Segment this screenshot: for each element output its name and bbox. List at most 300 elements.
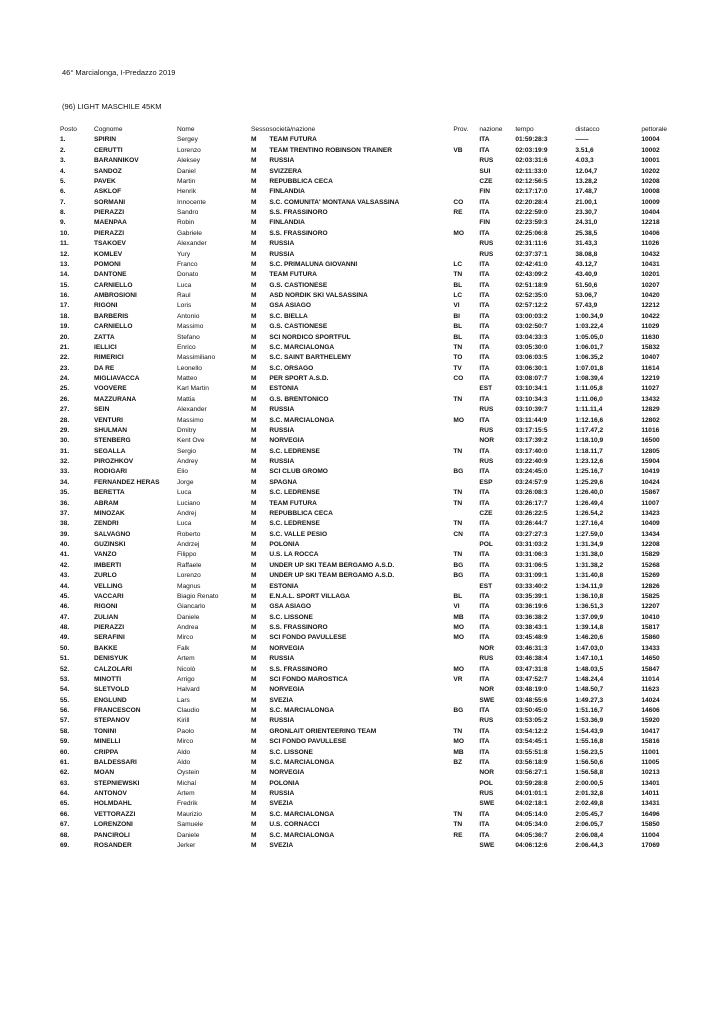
cell-posto: 47. xyxy=(60,613,70,621)
cell-distacco: 1:03.22,4 xyxy=(575,323,604,331)
cell-sesso: M xyxy=(251,779,257,787)
cell-nome: Aldo xyxy=(177,748,191,756)
cell-cognome: MOAN xyxy=(94,769,115,777)
cell-posto: 20. xyxy=(60,333,70,341)
cell-distacco: 1:07.01,8 xyxy=(575,364,604,372)
cell-prov xyxy=(453,779,479,789)
cell-distacco: 2:06.05,7 xyxy=(575,821,604,829)
cell-nome: Oystein xyxy=(177,769,200,777)
cell-nazione: ITA xyxy=(479,447,490,455)
cell-societa: SVEZIA xyxy=(269,800,294,808)
cell-prov: BL xyxy=(453,333,463,341)
cell-societa: SCI CLUB GROMO xyxy=(269,468,328,476)
cell-sesso: M xyxy=(251,727,257,735)
cell-pettorale: 10431 xyxy=(641,260,660,268)
table-row xyxy=(60,146,686,156)
cell-posto: 28. xyxy=(60,416,70,424)
cell-cognome: VETTORAZZI xyxy=(94,810,136,818)
cell-distacco: 2:05.45,7 xyxy=(575,810,604,818)
table-row xyxy=(60,509,686,519)
cell-sesso: M xyxy=(251,354,257,362)
cell-posto: 69. xyxy=(60,841,70,849)
cell-tempo: 02:23:59:3 xyxy=(515,219,548,227)
cell-sesso: M xyxy=(251,395,257,403)
table-row xyxy=(60,696,686,706)
cell-distacco: 2:06.08,4 xyxy=(575,831,604,839)
cell-prov: MO xyxy=(453,624,464,631)
cell-prov: RE xyxy=(453,209,463,216)
cell-distacco: 51.50,6 xyxy=(575,281,598,289)
cell-cognome: VENTURI xyxy=(94,416,123,424)
cell-sesso: M xyxy=(251,260,257,268)
cell-sesso: M xyxy=(251,157,257,165)
table-row xyxy=(60,384,686,394)
cell-pettorale: 12802 xyxy=(641,416,660,424)
cell-cognome: ANTONOV xyxy=(94,790,127,797)
cell-prov: BG xyxy=(453,707,464,714)
header-row xyxy=(60,125,686,135)
cell-sesso: M xyxy=(251,188,257,196)
cell-societa: SCI FONDO MAROSTICA xyxy=(269,675,348,683)
cell-tempo: 03:47:31:8 xyxy=(515,665,548,673)
cell-posto: 34. xyxy=(60,478,70,486)
table-row xyxy=(60,239,686,249)
cell-nazione: POL xyxy=(479,779,493,787)
cell-distacco: 43.12,7 xyxy=(575,260,598,268)
table-row xyxy=(60,198,686,208)
cell-prov: VI xyxy=(453,302,460,310)
cell-sesso: M xyxy=(251,229,257,237)
cell-tempo: 01:59:28:3 xyxy=(515,136,548,144)
cell-societa: S.C. LEDRENSE xyxy=(269,489,320,497)
table-row xyxy=(60,187,686,197)
cell-nome: Leonello xyxy=(177,364,202,372)
table-row xyxy=(60,758,686,768)
cell-sesso: M xyxy=(251,758,257,766)
cell-tempo: 03:26:44:7 xyxy=(515,520,548,528)
cell-distacco: 1:18.11,7 xyxy=(575,447,603,455)
cell-distacco: 1:08.39,4 xyxy=(575,375,604,382)
cell-pettorale: 12826 xyxy=(641,582,660,590)
cell-tempo: 03:22:40:9 xyxy=(515,458,548,465)
cell-posto: 49. xyxy=(60,634,70,642)
cell-nome: Sergio xyxy=(177,447,197,455)
cell-sesso: M xyxy=(251,426,257,434)
table-row xyxy=(60,436,686,446)
cell-posto: 50. xyxy=(60,644,70,652)
cell-sesso: M xyxy=(251,831,257,839)
cell-tempo: 04:05:36:7 xyxy=(515,831,548,839)
cell-prov: TV xyxy=(453,364,462,372)
cell-tempo: 03:46:31:3 xyxy=(515,644,548,652)
cell-prov xyxy=(453,799,479,809)
cell-nome: Daniel xyxy=(177,167,196,175)
cell-nome: Sergey xyxy=(177,136,198,144)
cell-cognome: ROSANDER xyxy=(94,841,132,849)
cell-sesso: M xyxy=(251,406,257,414)
cell-posto: 25. xyxy=(60,385,70,393)
cell-nazione: ITA xyxy=(479,260,490,268)
cell-sesso: M xyxy=(251,707,257,714)
results-table xyxy=(60,125,686,851)
cell-distacco: 1:47.10,1 xyxy=(575,655,604,663)
cell-posto: 16. xyxy=(60,292,70,299)
cell-sesso: M xyxy=(251,624,257,631)
cell-distacco: 1:56.50,6 xyxy=(575,758,604,766)
cell-tempo: 03:06:30:1 xyxy=(515,364,548,372)
cell-nazione: SWE xyxy=(479,841,495,849)
table-row xyxy=(60,716,686,726)
cell-nome: Kent Ove xyxy=(177,437,205,445)
cell-nazione: POL xyxy=(479,541,493,548)
cell-nome: Matteo xyxy=(177,375,198,382)
cell-distacco: 1:56.23,5 xyxy=(575,748,604,756)
cell-sesso: M xyxy=(251,364,257,372)
cell-prov xyxy=(453,250,479,260)
cell-sesso: M xyxy=(251,561,257,569)
cell-cognome: RODIGARI xyxy=(94,468,127,476)
cell-tempo: 03:10:34:1 xyxy=(515,385,548,393)
cell-pettorale: 15817 xyxy=(641,624,660,631)
cell-posto: 33. xyxy=(60,468,70,476)
cell-cognome: BARANNIKOV xyxy=(94,157,139,165)
cell-tempo: 03:24:45:0 xyxy=(515,468,548,476)
cell-tempo: 02:42:41:0 xyxy=(515,260,548,268)
cell-prov: TN xyxy=(453,489,463,497)
cell-societa: NORVEGIA xyxy=(269,644,305,652)
table-row xyxy=(60,229,686,239)
cell-sesso: M xyxy=(251,841,257,849)
cell-tempo: 03:54:45:1 xyxy=(515,738,548,746)
cell-tempo: 03:27:27:3 xyxy=(515,530,548,538)
cell-societa: ESTONIA xyxy=(269,385,299,393)
cell-distacco: 1:06.01,7 xyxy=(575,343,604,351)
cell-posto: 42. xyxy=(60,561,70,569)
cell-prov: MO xyxy=(453,665,464,673)
cell-cognome: SEGALLA xyxy=(94,447,126,455)
table-row xyxy=(60,685,686,695)
cell-nazione: NOR xyxy=(479,437,494,445)
cell-posto: 48. xyxy=(60,624,70,631)
cell-pettorale: 14024 xyxy=(641,696,660,704)
cell-societa: S.C. LEDRENSE xyxy=(269,447,320,455)
cell-distacco: 1:51.16,7 xyxy=(575,707,604,714)
table-row xyxy=(60,675,686,685)
cell-tempo: 03:17:40:0 xyxy=(515,447,548,455)
cell-nazione: RUS xyxy=(479,157,494,165)
cell-sesso: M xyxy=(251,323,257,331)
cell-prov xyxy=(453,436,479,446)
cell-posto: 51. xyxy=(60,655,70,663)
cell-cognome: ZURLO xyxy=(94,572,117,580)
cell-tempo: 02:37:37:1 xyxy=(515,250,548,258)
cell-posto: 2. xyxy=(60,146,66,154)
cell-nazione: ITA xyxy=(479,281,490,289)
column-header-distacco: distacco xyxy=(575,126,600,133)
cell-posto: 5. xyxy=(60,177,66,185)
cell-nome: Aldo xyxy=(177,758,191,766)
cell-tempo: 03:31:06:3 xyxy=(515,551,548,559)
cell-sesso: M xyxy=(251,738,257,746)
cell-nome: Andrey xyxy=(177,458,198,465)
cell-distacco: 1:17.47,2 xyxy=(575,426,604,434)
cell-societa: RUSSIA xyxy=(269,250,295,258)
cell-tempo: 03:00:03:2 xyxy=(515,312,548,320)
cell-societa: S.C. MARCIALONGA xyxy=(269,707,335,714)
cell-societa: SVIZZERA xyxy=(269,167,302,175)
cell-nazione: RUS xyxy=(479,240,494,248)
cell-distacco: 1:36.51,3 xyxy=(575,603,604,611)
cell-cognome: PAVEK xyxy=(94,177,116,185)
cell-posto: 46. xyxy=(60,603,70,611)
cell-cognome: VOOVERE xyxy=(94,385,127,393)
table-row xyxy=(60,426,686,436)
cell-cognome: LORENZONI xyxy=(94,821,133,829)
cell-distacco: 1:00.34,9 xyxy=(575,312,604,320)
cell-tempo: 03:31:09:1 xyxy=(515,572,548,580)
cell-societa: TEAM FUTURA xyxy=(269,271,317,279)
table-row xyxy=(60,820,686,830)
cell-distacco: 1:11.05,8 xyxy=(575,385,603,393)
cell-societa: FINLANDIA xyxy=(269,188,305,196)
cell-societa: S.C. PRIMALUNA GIOVANNI xyxy=(269,260,358,268)
cell-tempo: 03:17:15:5 xyxy=(515,426,548,434)
cell-societa: POLONIA xyxy=(269,541,300,548)
cell-cognome: PIERAZZI xyxy=(94,229,125,237)
cell-nome: Alexander xyxy=(177,240,207,248)
cell-pettorale: 13431 xyxy=(641,800,660,808)
cell-posto: 24. xyxy=(60,375,70,382)
cell-distacco: 1:06.35,2 xyxy=(575,354,604,362)
cell-pettorale: 10422 xyxy=(641,312,660,320)
table-row xyxy=(60,135,686,145)
cell-pettorale: 12208 xyxy=(641,541,660,548)
cell-nome: Elio xyxy=(177,468,188,476)
cell-societa: SCI FONDO PAVULLESE xyxy=(269,634,347,642)
cell-nome: Lorenzo xyxy=(177,146,201,154)
cell-societa: RUSSIA xyxy=(269,240,295,248)
cell-pettorale: 10424 xyxy=(641,478,660,486)
cell-societa: REPUBBLICA CECA xyxy=(269,509,333,517)
cell-posto: 41. xyxy=(60,551,70,559)
cell-cognome: IELLICI xyxy=(94,343,117,351)
cell-tempo: 03:24:57:9 xyxy=(515,478,548,486)
cell-cognome: ENGLUND xyxy=(94,696,127,704)
cell-posto: 7. xyxy=(60,198,66,206)
cell-nazione: ITA xyxy=(479,530,490,538)
cell-sesso: M xyxy=(251,665,257,673)
cell-societa: UNDER UP SKI TEAM BERGAMO A.S.D. xyxy=(269,572,395,580)
cell-prov xyxy=(453,405,479,415)
cell-pettorale: 15269 xyxy=(641,572,660,580)
cell-distacco: 1:55.16,8 xyxy=(575,738,604,746)
cell-sesso: M xyxy=(251,302,257,310)
cell-tempo: 03:35:39:1 xyxy=(515,592,548,600)
cell-pettorale: 10207 xyxy=(641,281,660,289)
cell-nazione: ITA xyxy=(479,551,490,559)
cell-prov xyxy=(453,239,479,249)
cell-nazione: ITA xyxy=(479,333,490,341)
cell-distacco: 1:31.38,2 xyxy=(575,561,604,569)
cell-posto: 67. xyxy=(60,821,70,829)
cell-posto: 30. xyxy=(60,437,70,445)
cell-societa: S.C. MARCIALONGA xyxy=(269,416,335,424)
cell-distacco: 38.08,8 xyxy=(575,250,598,258)
cell-tempo: 02:52:35:0 xyxy=(515,292,548,299)
cell-tempo: 04:06:12:6 xyxy=(515,841,548,849)
cell-nazione: CZE xyxy=(479,509,493,517)
cell-nome: Luciano xyxy=(177,499,201,507)
cell-distacco: 23.30,7 xyxy=(575,209,598,216)
cell-sesso: M xyxy=(251,240,257,248)
cell-distacco: 1:54.43,9 xyxy=(575,727,604,735)
cell-cognome: FRANCESCON xyxy=(94,707,141,714)
cell-distacco: 21.00,1 xyxy=(575,198,598,206)
cell-posto: 58. xyxy=(60,727,70,735)
cell-distacco: 1:18.10,9 xyxy=(575,437,604,445)
cell-sesso: M xyxy=(251,509,257,517)
cell-tempo: 03:10:34:3 xyxy=(515,395,548,403)
cell-cognome: SERAFINI xyxy=(94,634,125,642)
cell-societa: RUSSIA xyxy=(269,458,295,465)
cell-sesso: M xyxy=(251,634,257,642)
cell-nazione: ITA xyxy=(479,354,490,362)
cell-pettorale: 15832 xyxy=(641,343,660,351)
cell-tempo: 03:11:44:9 xyxy=(515,416,548,424)
table-row xyxy=(60,250,686,260)
cell-pettorale: 12212 xyxy=(641,302,660,310)
cell-pettorale: 10404 xyxy=(641,209,660,216)
cell-nazione: RUS xyxy=(479,655,494,663)
cell-prov: TN xyxy=(453,727,463,735)
cell-nome: Claudio xyxy=(177,707,200,714)
cell-nazione: ITA xyxy=(479,136,490,144)
table-row xyxy=(60,260,686,270)
cell-tempo: 03:54:12:2 xyxy=(515,727,548,735)
cell-societa: TEAM FUTURA xyxy=(269,499,317,507)
cell-nazione: ITA xyxy=(479,707,490,714)
cell-societa: S.C. MARCIALONGA xyxy=(269,343,335,351)
cell-distacco: 1:53.36,9 xyxy=(575,717,604,725)
cell-posto: 54. xyxy=(60,686,70,694)
table-row xyxy=(60,343,686,353)
cell-prov xyxy=(453,218,479,228)
cell-cognome: TSAKOEV xyxy=(94,240,126,248)
cell-sesso: M xyxy=(251,198,257,206)
cell-prov: RE xyxy=(453,831,463,839)
cell-prov xyxy=(453,177,479,187)
cell-posto: 35. xyxy=(60,489,70,497)
table-row xyxy=(60,467,686,477)
cell-sesso: M xyxy=(251,499,257,507)
cell-prov xyxy=(453,768,479,778)
table-row xyxy=(60,374,686,384)
cell-societa: S.S. FRASSINORO xyxy=(269,209,328,216)
cell-cognome: SHULMAN xyxy=(94,426,127,434)
cell-nazione: ITA xyxy=(479,727,490,735)
cell-prov: VR xyxy=(453,675,463,683)
cell-sesso: M xyxy=(251,810,257,818)
cell-posto: 22. xyxy=(60,354,70,362)
cell-prov: MB xyxy=(453,748,464,756)
cell-cognome: CARNIELLO xyxy=(94,323,133,331)
cell-posto: 59. xyxy=(60,738,70,746)
cell-nazione: ITA xyxy=(479,561,490,569)
cell-societa: S.C. LISSONE xyxy=(269,748,313,756)
table-row xyxy=(60,322,686,332)
cell-societa: POLONIA xyxy=(269,779,300,787)
table-row xyxy=(60,301,686,311)
cell-nome: Massimo xyxy=(177,416,204,424)
cell-pettorale: 11614 xyxy=(641,364,660,372)
cell-societa: U.S. CORNACCI xyxy=(269,821,320,829)
cell-posto: 65. xyxy=(60,800,70,808)
cell-sesso: M xyxy=(251,292,257,299)
cell-sesso: M xyxy=(251,250,257,258)
cell-cognome: BARBERIS xyxy=(94,312,129,320)
cell-nome: Roberto xyxy=(177,530,201,538)
cell-posto: 55. xyxy=(60,696,70,704)
cell-sesso: M xyxy=(251,551,257,559)
cell-pettorale: 15847 xyxy=(641,665,660,673)
cell-societa: G.S. CASTIONESE xyxy=(269,323,328,331)
cell-distacco: 1:48.03,5 xyxy=(575,665,604,673)
cell-societa: RUSSIA xyxy=(269,717,295,725)
cell-prov xyxy=(453,540,479,550)
cell-prov: MO xyxy=(453,738,464,746)
cell-nazione: RUS xyxy=(479,406,494,414)
table-row xyxy=(60,799,686,809)
cell-nome: Andrej xyxy=(177,509,197,517)
cell-societa: S.C. MARCIALONGA xyxy=(269,831,335,839)
cell-pettorale: 12805 xyxy=(641,447,660,455)
cell-posto: 45. xyxy=(60,592,70,600)
cell-prov: TN xyxy=(453,395,463,403)
table-row xyxy=(60,281,686,291)
cell-tempo: 03:04:33:3 xyxy=(515,333,548,341)
cell-distacco: 57.43,9 xyxy=(575,302,598,310)
cell-sesso: M xyxy=(251,592,257,600)
table-row xyxy=(60,208,686,218)
cell-tempo: 03:10:39:7 xyxy=(515,406,548,414)
cell-prov xyxy=(453,156,479,166)
cell-prov: TN xyxy=(453,271,463,279)
cell-posto: 27. xyxy=(60,406,70,414)
cell-pettorale: 10406 xyxy=(641,229,660,237)
cell-pettorale: 13423 xyxy=(641,509,660,517)
cell-nome: Luca xyxy=(177,520,192,528)
cell-nazione: ITA xyxy=(479,592,490,600)
table-row xyxy=(60,218,686,228)
cell-cognome: PIROZHKOV xyxy=(94,458,134,465)
cell-prov: TN xyxy=(453,499,463,507)
cell-prov: TN xyxy=(453,821,463,829)
cell-sesso: M xyxy=(251,686,257,694)
table-row xyxy=(60,831,686,841)
cell-nome: Mattia xyxy=(177,395,195,403)
cell-posto: 6. xyxy=(60,188,66,196)
cell-tempo: 04:01:01:1 xyxy=(515,790,548,797)
cell-posto: 40. xyxy=(60,541,70,548)
cell-distacco: 1:31.34,9 xyxy=(575,541,604,548)
table-row xyxy=(60,613,686,623)
cell-posto: 57. xyxy=(60,717,70,725)
cell-societa: U.S. LA ROCCA xyxy=(269,551,319,559)
cell-societa: NORVEGIA xyxy=(269,686,305,694)
cell-prov: LC xyxy=(453,260,463,268)
cell-posto: 8. xyxy=(60,209,66,216)
cell-pettorale: 16500 xyxy=(641,437,660,445)
